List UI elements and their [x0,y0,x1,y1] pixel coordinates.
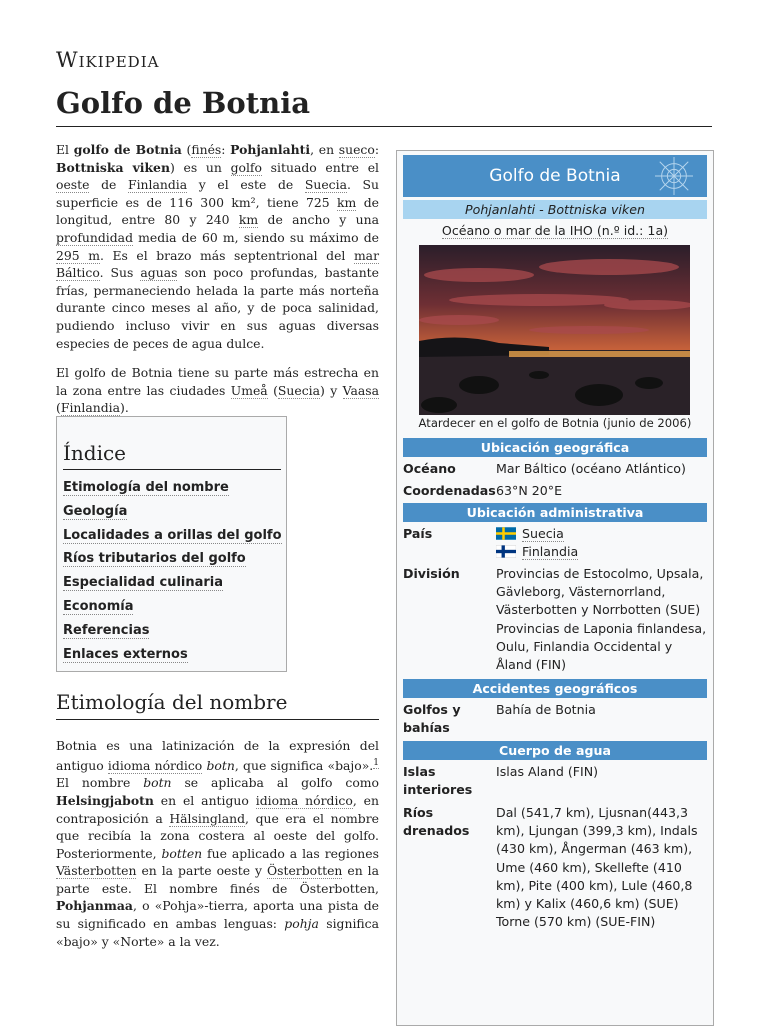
wikipedia-logo[interactable]: Wikipedia [56,48,160,72]
value-islas[interactable]: Islas Aland (FIN) [496,764,599,779]
value-oceano[interactable]: Mar Báltico (océano Atlántico) [496,461,686,476]
inline-link[interactable]: Hälsingland [169,810,246,826]
finland-flag-icon [496,545,516,558]
label-pais: País [403,526,433,541]
lead-paragraph-1: El golfo de Botnia (finés: Pohjanlahti, en sueco: Bottniska viken) es un golfo situado entre el oeste de Finlandia y el este de Suecia. Su superficie es de 116 300 km², tiene 725 km de longitud, entre 80 y 240 km de ancho y una profundidad media de 60 m, siendo su máximo de 295 m. Es el brazo más septentrional del mar Báltico. Sus aguas son poco profundas, bastante frías, permaneciendo helada la parte más norteña durante cinco meses al año, y de poca salinidad, pudiendo incluso vivir en sus aguas diversas especies de peces de agua dulce. [56,142,379,351]
band-ubicacion-geografica: Ubicación geográfica [403,438,707,457]
inline-link[interactable]: Västerbotten [56,863,137,879]
infobox-iho: Océano o mar de la IHO (n.º id.: 1a) [441,223,669,238]
toc-item[interactable]: Localidades a orillas del golfo [63,527,282,543]
toc-item[interactable]: Etimología del nombre [63,480,229,495]
value-division[interactable]: Provincias de Estocolmo, Upsala, Gävleborg, Västernorrland, Västerbotten y Norrbotten (SUE) Provincias de Laponia finlandesa, Oulu, Finlandia Occidental y Åland (FIN) [496,566,707,673]
inline-link[interactable]: golfo [230,159,262,175]
inline-link[interactable]: mar Báltico [56,247,379,281]
value-pais [496,525,707,561]
label-rios: Ríos drenados [403,805,470,839]
value-golfos[interactable]: Bahía de Botnia [496,702,596,717]
starburst-decoration-icon [655,157,693,195]
section-divider [56,719,379,720]
inline-link[interactable]: Finlandia [60,400,120,416]
inline-link[interactable]: idioma nórdico [255,792,353,808]
section-paragraph: Botnia es una latinización de la expresión del antiguo idioma nórdico botn, que significa «bajo».$^1$ El nombre botn se aplicaba al golfo como Helsingjabotn en el antiguo idioma nórdico, en contraposición a Hälsingland, que era el nombre que recibía la zona costera al oeste del golfo. Posteriormente, botten fue aplicado a las regiones Västerbotten en la parte oeste y Österbotten en la parte este. El nombre finés de Österbotten, Pohjanmaa, o «Pohja»-tierra, aporta una pista de su significado en ambas lenguas: pohja significa «bajo» y «Norte» a la vez. [56,738,379,949]
band-ubicacion-administrativa: Ubicación administrativa [403,503,707,522]
inline-link[interactable]: km [337,194,357,210]
lead-paragraph-2: El golfo de Botnia tiene su parte más estrecha en la zona entre las ciudades Umeå (Suecia) y Vaasa (Finlandia). [56,365,379,416]
toc-item[interactable]: Geología [63,503,128,519]
infobox-title: Golfo de Botnia [489,166,621,186]
inline-link[interactable]: Vaasa [342,382,379,398]
inline-link[interactable]: km [238,212,259,228]
image-caption: Atardecer en el golfo de Botnia (junio de 2006) [418,416,692,430]
inline-link[interactable]: finés [191,142,222,157]
inline-link[interactable]: Suecia [277,382,321,398]
toc-list [63,476,286,666]
value-coordenadas[interactable]: 63°N 20°E [496,483,563,498]
sweden-flag-icon [496,527,516,540]
toc-item[interactable]: Enlaces externos [63,646,188,662]
label-oceano: Océano [403,461,456,476]
inline-link[interactable]: Suecia [304,177,347,193]
toc-item[interactable]: Ríos tributarios del golfo [63,551,246,567]
inline-link[interactable]: idioma nórdico [107,757,203,773]
inline-link[interactable]: sueco [338,142,375,157]
section-heading-etimologia: Etimología del nombre [56,690,288,714]
band-cuerpo-de-agua: Cuerpo de agua [403,741,707,760]
label-golfos: Golfos y bahías [403,702,461,736]
infobox-header [403,155,707,197]
label-islas: Islas interiores [403,764,473,798]
inline-link[interactable]: Finlandia [128,177,188,193]
label-division: División [403,566,460,581]
lead-section [56,141,379,429]
country-finland[interactable]: Finlandia [496,543,707,561]
toc-item[interactable]: Especialidad culinaria [63,575,224,591]
inline-link[interactable]: Umeå [230,382,268,398]
reference-link[interactable]: 1 [373,757,379,768]
value-rios[interactable]: Dal (541,7 km), Ljusnan(443,3 km), Ljungan (399,3 km), Indals (430 km), Ångerman (463 km), Ume (460 km), Skellefte (410 km), Pite (400 km), Lule (460,8 km) y Kalix (460,6 km) (SUE) Torne (570 km) (SUE-FIN) [496,805,698,930]
inline-link[interactable]: oeste [56,177,90,193]
toc-item[interactable]: Economía [63,598,134,614]
inline-link[interactable]: profundidad [56,229,134,245]
title-divider [56,126,712,127]
inline-link[interactable]: Österbotten [266,863,343,879]
toc-item[interactable]: Referencias [63,622,150,638]
label-coordenadas: Coordenadas [403,483,496,498]
page-title: Golfo de Botnia [56,86,311,120]
infobox [396,150,714,1026]
toc-title: Índice [63,441,281,470]
inline-link[interactable]: aguas [140,265,178,281]
sunset-photo[interactable] [419,245,690,415]
table-of-contents [56,416,287,672]
infobox-subtitle: Pohjanlahti - Bottniska viken [403,200,707,219]
inline-link[interactable]: 295 m [56,247,100,263]
band-accidentes-geograficos: Accidentes geográficos [403,679,707,698]
country-sweden[interactable]: Suecia [496,525,707,543]
